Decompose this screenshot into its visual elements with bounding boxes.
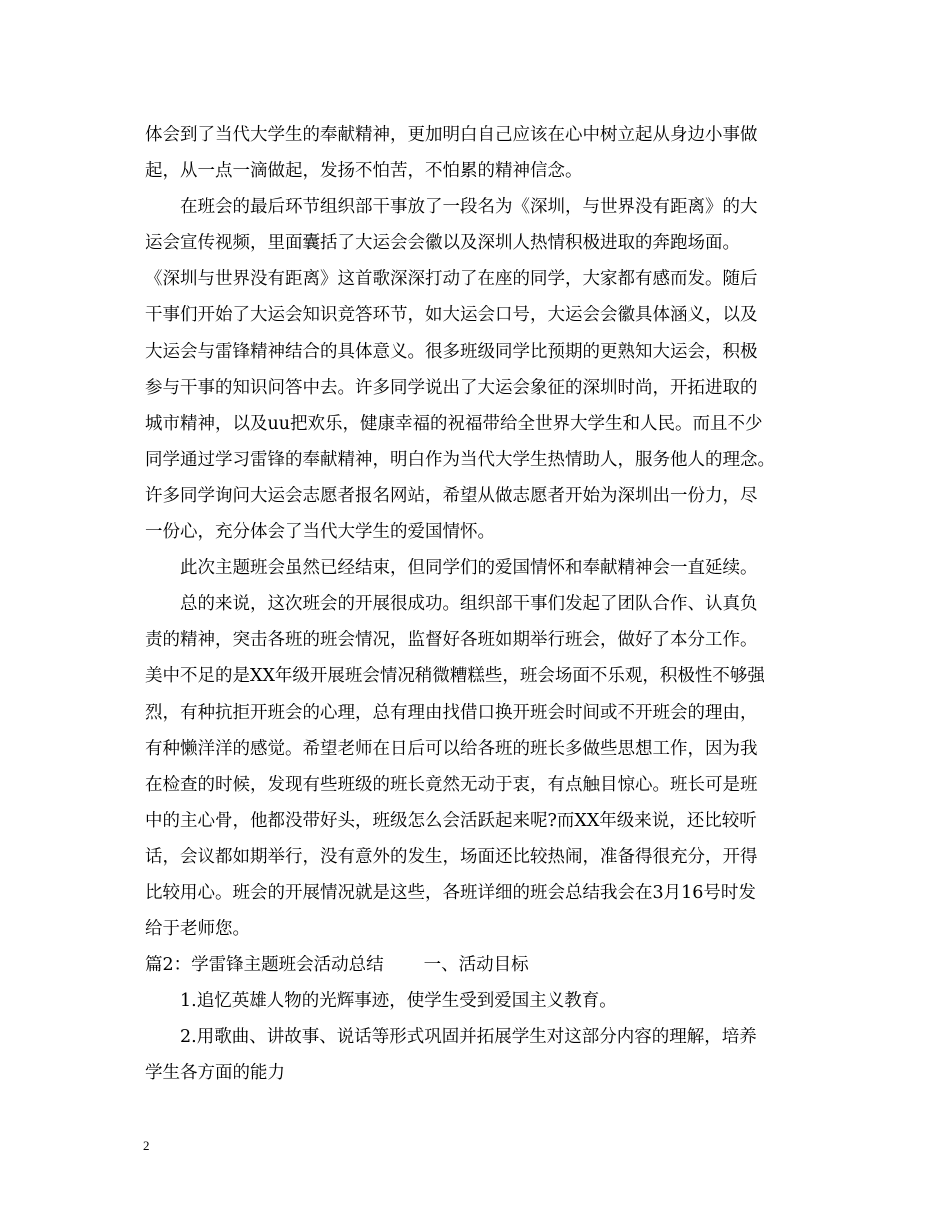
text-line: 中的主心骨，他都没带好头，班级怎么会活跃起来呢?而XX年级来说，还比较听 [145,810,757,831]
text-line: 有种懒洋洋的感觉。希望老师在日后可以给各班的班长多做些思想工作，因为我 [145,738,758,759]
text-line: 话，会议都如期举行，没有意外的发生，场面还比较热闹，准备得很充分，开得 [145,846,758,867]
text-line: 给于老师您。 [145,919,250,940]
text-line: 比较用心。班会的开展情况就是这些，各班详细的班会总结我会在3月16号时发 [145,882,756,903]
list-item [145,983,811,1019]
paragraph [145,189,811,550]
text-line: 2.用歌曲、讲故事、说话等形式巩固并拓展学生对这部分内容的理解，培养 [180,1027,757,1048]
text-line: 许多同学询问大运会志愿者报名网站，希望从做志愿者开始为深圳出一份力，尽 [145,485,758,506]
text-line: 美中不足的是XX年级开展班会情况稍微糟糕些，班会场面不乐观，积极性不够强 [145,666,765,687]
page-number: 2 [143,1138,150,1153]
text-line: 大运会与雷锋精神结合的具体意义。很多班级同学比预期的更熟知大运会，积极 [145,341,758,362]
section-subtitle: 一、活动目标 [423,955,529,976]
text-line: 体会到了当代大学生的奉献精神，更加明白自己应该在心中树立起从身边小事做 [145,125,758,145]
section-title: 篇2：学雷锋主题班会活动总结 [145,955,384,976]
text-line: 学生各方面的能力 [145,1063,285,1084]
text-line: 在检查的时候，发现有些班级的班长竟然无动于衷，有点触目惊心。班长可是班 [145,774,758,795]
list-item [145,1019,811,1091]
text-line: 干事们开始了大运会知识竞答环节，如大运会口号，大运会会徽具体涵义，以及 [145,305,758,326]
text-line: 一份心，充分体会了当代大学生的爱国情怀。 [145,522,495,543]
section-heading [145,947,811,983]
text-line: 城市精神，以及uu把欢乐，健康幸福的祝福带给全世界大学生和人民。而且不少 [145,413,763,434]
paragraph [145,117,811,189]
text-line: 运会宣传视频，里面囊括了大运会会徽以及深圳人热情积极进取的奔跑场面。 [145,233,740,254]
text-line: 参与干事的知识问答中去。许多同学说出了大运会象征的深圳时尚，开拓进取的 [145,377,758,398]
text-line: 起，从一点一滴做起，发扬不怕苦，不怕累的精神信念。 [145,161,583,182]
text-line: 此次主题班会虽然已经结束，但同学们的爱国情怀和奉献精神会一直延续。 [180,558,758,579]
text-line: 责的精神，突击各班的班会情况，监督好各班如期举行班会，做好了本分工作。 [145,630,758,651]
text-line: 在班会的最后环节组织部干事放了一段名为《深圳，与世界没有距离》的大 [180,197,758,218]
document-body [145,117,811,1092]
text-line: 《深圳与世界没有距离》这首歌深深打动了在座的同学，大家都有感而发。随后 [145,269,758,290]
paragraph [145,550,811,586]
text-line: 1.追忆英雄人物的光辉事迹，使学生受到爱国主义教育。 [180,991,617,1012]
text-line: 同学通过学习雷锋的奉献精神，明白作为当代大学生热情助人，服务他人的理念。 [145,449,775,470]
paragraph [145,586,811,947]
text-line: 烈，有种抗拒开班会的心理，总有理由找借口换开班会时间或不开班会的理由， [145,702,758,723]
text-line: 总的来说，这次班会的开展很成功。组织部干事们发起了团队合作、认真负 [180,594,758,615]
